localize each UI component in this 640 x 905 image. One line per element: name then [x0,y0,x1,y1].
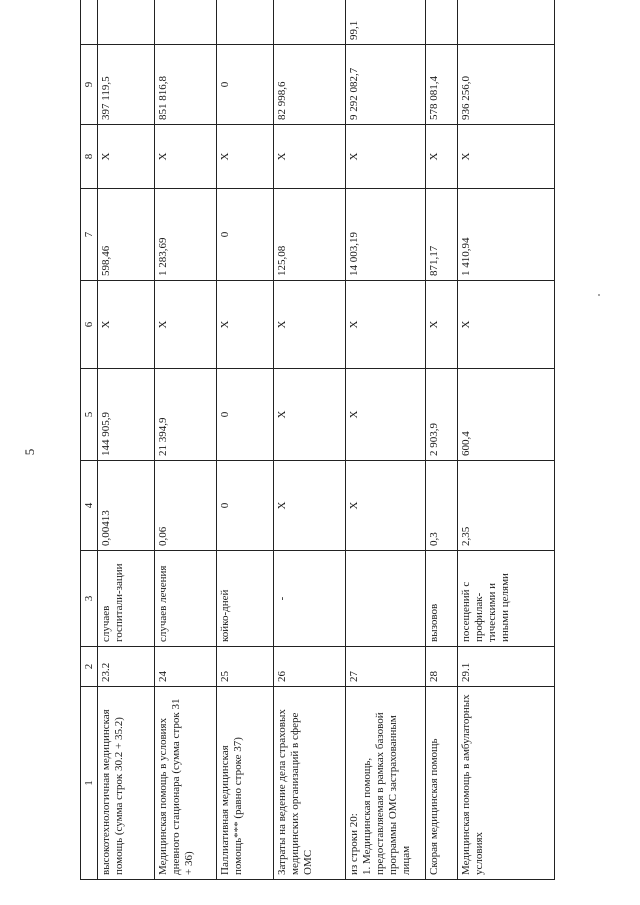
cell-c7: 125,08 [274,189,346,281]
cell-c10: 99,1 [346,0,426,45]
row-number: 28 [426,647,458,687]
cell-c4: 0,00413 [98,461,155,551]
table-row [346,0,426,880]
cell-c5: 21 394,9 [155,369,217,461]
unit-cell: случаев госпитали-зации [98,551,155,647]
col-header-4: 4 [81,461,98,551]
cell-c4: Х [274,461,346,551]
cell-c5: 144 905,9 [98,369,155,461]
cell-c6: Х [98,281,155,369]
rotated-table-wrapper [80,20,554,880]
row-number: 26 [274,647,346,687]
col-header-1: 1 [81,687,98,880]
cell-c8: Х [98,125,155,189]
data-table [80,0,555,880]
row-number: 23.2 [98,647,155,687]
cell-c10 [155,0,217,45]
cell-c10 [217,0,274,45]
cell-c4: 2,35 [458,461,555,551]
cell-c8: Х [426,125,458,189]
cell-c6: Х [274,281,346,369]
col-header-7: 7 [81,189,98,281]
col-header-10 [81,0,98,45]
unit-cell: - [274,551,346,647]
cell-c10 [458,0,555,45]
row-name: высокотехнологичная медицинская помощь (сумма строк 30.2 + 35.2) [98,687,155,880]
scan-speck [598,294,600,296]
cell-c4: 0,3 [426,461,458,551]
unit-cell: вызовов [426,551,458,647]
table-row [98,0,155,880]
cell-c9: 851 816,8 [155,45,217,125]
row-number: 27 [346,647,426,687]
table-row [458,0,555,880]
unit-cell: случаев лечения [155,551,217,647]
col-header-8: 8 [81,125,98,189]
col-header-2: 2 [81,647,98,687]
col-header-5: 5 [81,369,98,461]
cell-c8: Х [155,125,217,189]
col-header-9: 9 [81,45,98,125]
unit-cell: койко-дней [217,551,274,647]
cell-c9: 936 256,0 [458,45,555,125]
header-row [81,0,98,880]
table-row [426,0,458,880]
row-name: Медицинская помощь в амбулаторных условиях [458,687,555,880]
cell-c8: Х [274,125,346,189]
cell-c8: Х [458,125,555,189]
cell-c5: 600,4 [458,369,555,461]
row-name: Паллиативная медицинская помощь*** (равно строке 37) [217,687,274,880]
cell-c6: Х [217,281,274,369]
unit-cell: посещений с профилак-тическими и иными целями [458,551,555,647]
cell-c4: 0,06 [155,461,217,551]
cell-c5: 0 [217,369,274,461]
table-row [217,0,274,880]
cell-c9: 0 [217,45,274,125]
cell-c7: 598,46 [98,189,155,281]
cell-c8: Х [217,125,274,189]
cell-c5: Х [346,369,426,461]
cell-c9: 82 998,6 [274,45,346,125]
cell-c9: 9 292 082,7 [346,45,426,125]
cell-c4: 0 [217,461,274,551]
cell-c10 [426,0,458,45]
row-name: Медицинская помощь в условиях дневного стационара (сумма строк 31 + 36) [155,687,217,880]
row-number: 29.1 [458,647,555,687]
cell-c5: Х [274,369,346,461]
cell-c9: 578 081,4 [426,45,458,125]
cell-c10 [274,0,346,45]
table-row [155,0,217,880]
cell-c9: 397 119,5 [98,45,155,125]
row-number: 25 [217,647,274,687]
row-number: 24 [155,647,217,687]
cell-c6: Х [155,281,217,369]
cell-c6: Х [346,281,426,369]
cell-c6: Х [426,281,458,369]
cell-c5: 2 903,9 [426,369,458,461]
cell-c6: Х [458,281,555,369]
cell-c4: Х [346,461,426,551]
table-row [274,0,346,880]
cell-c7: 1 410,94 [458,189,555,281]
cell-c7: 14 003,19 [346,189,426,281]
unit-cell [346,551,426,647]
row-name: из строки 20: 1. Медицинская помощь, предоставляемая в рамках базовой программы ОМС застрахованным лицам [346,687,426,880]
cell-c7: 0 [217,189,274,281]
page-number: 5 [22,448,37,456]
row-name: Скорая медицинская помощь [426,687,458,880]
col-header-6: 6 [81,281,98,369]
cell-c10 [98,0,155,45]
cell-c7: 1 283,69 [155,189,217,281]
col-header-3: 3 [81,551,98,647]
row-name: Затраты на ведение дела страховых медицинских организаций в сфере ОМС [274,687,346,880]
cell-c7: 871,17 [426,189,458,281]
cell-c8: Х [346,125,426,189]
